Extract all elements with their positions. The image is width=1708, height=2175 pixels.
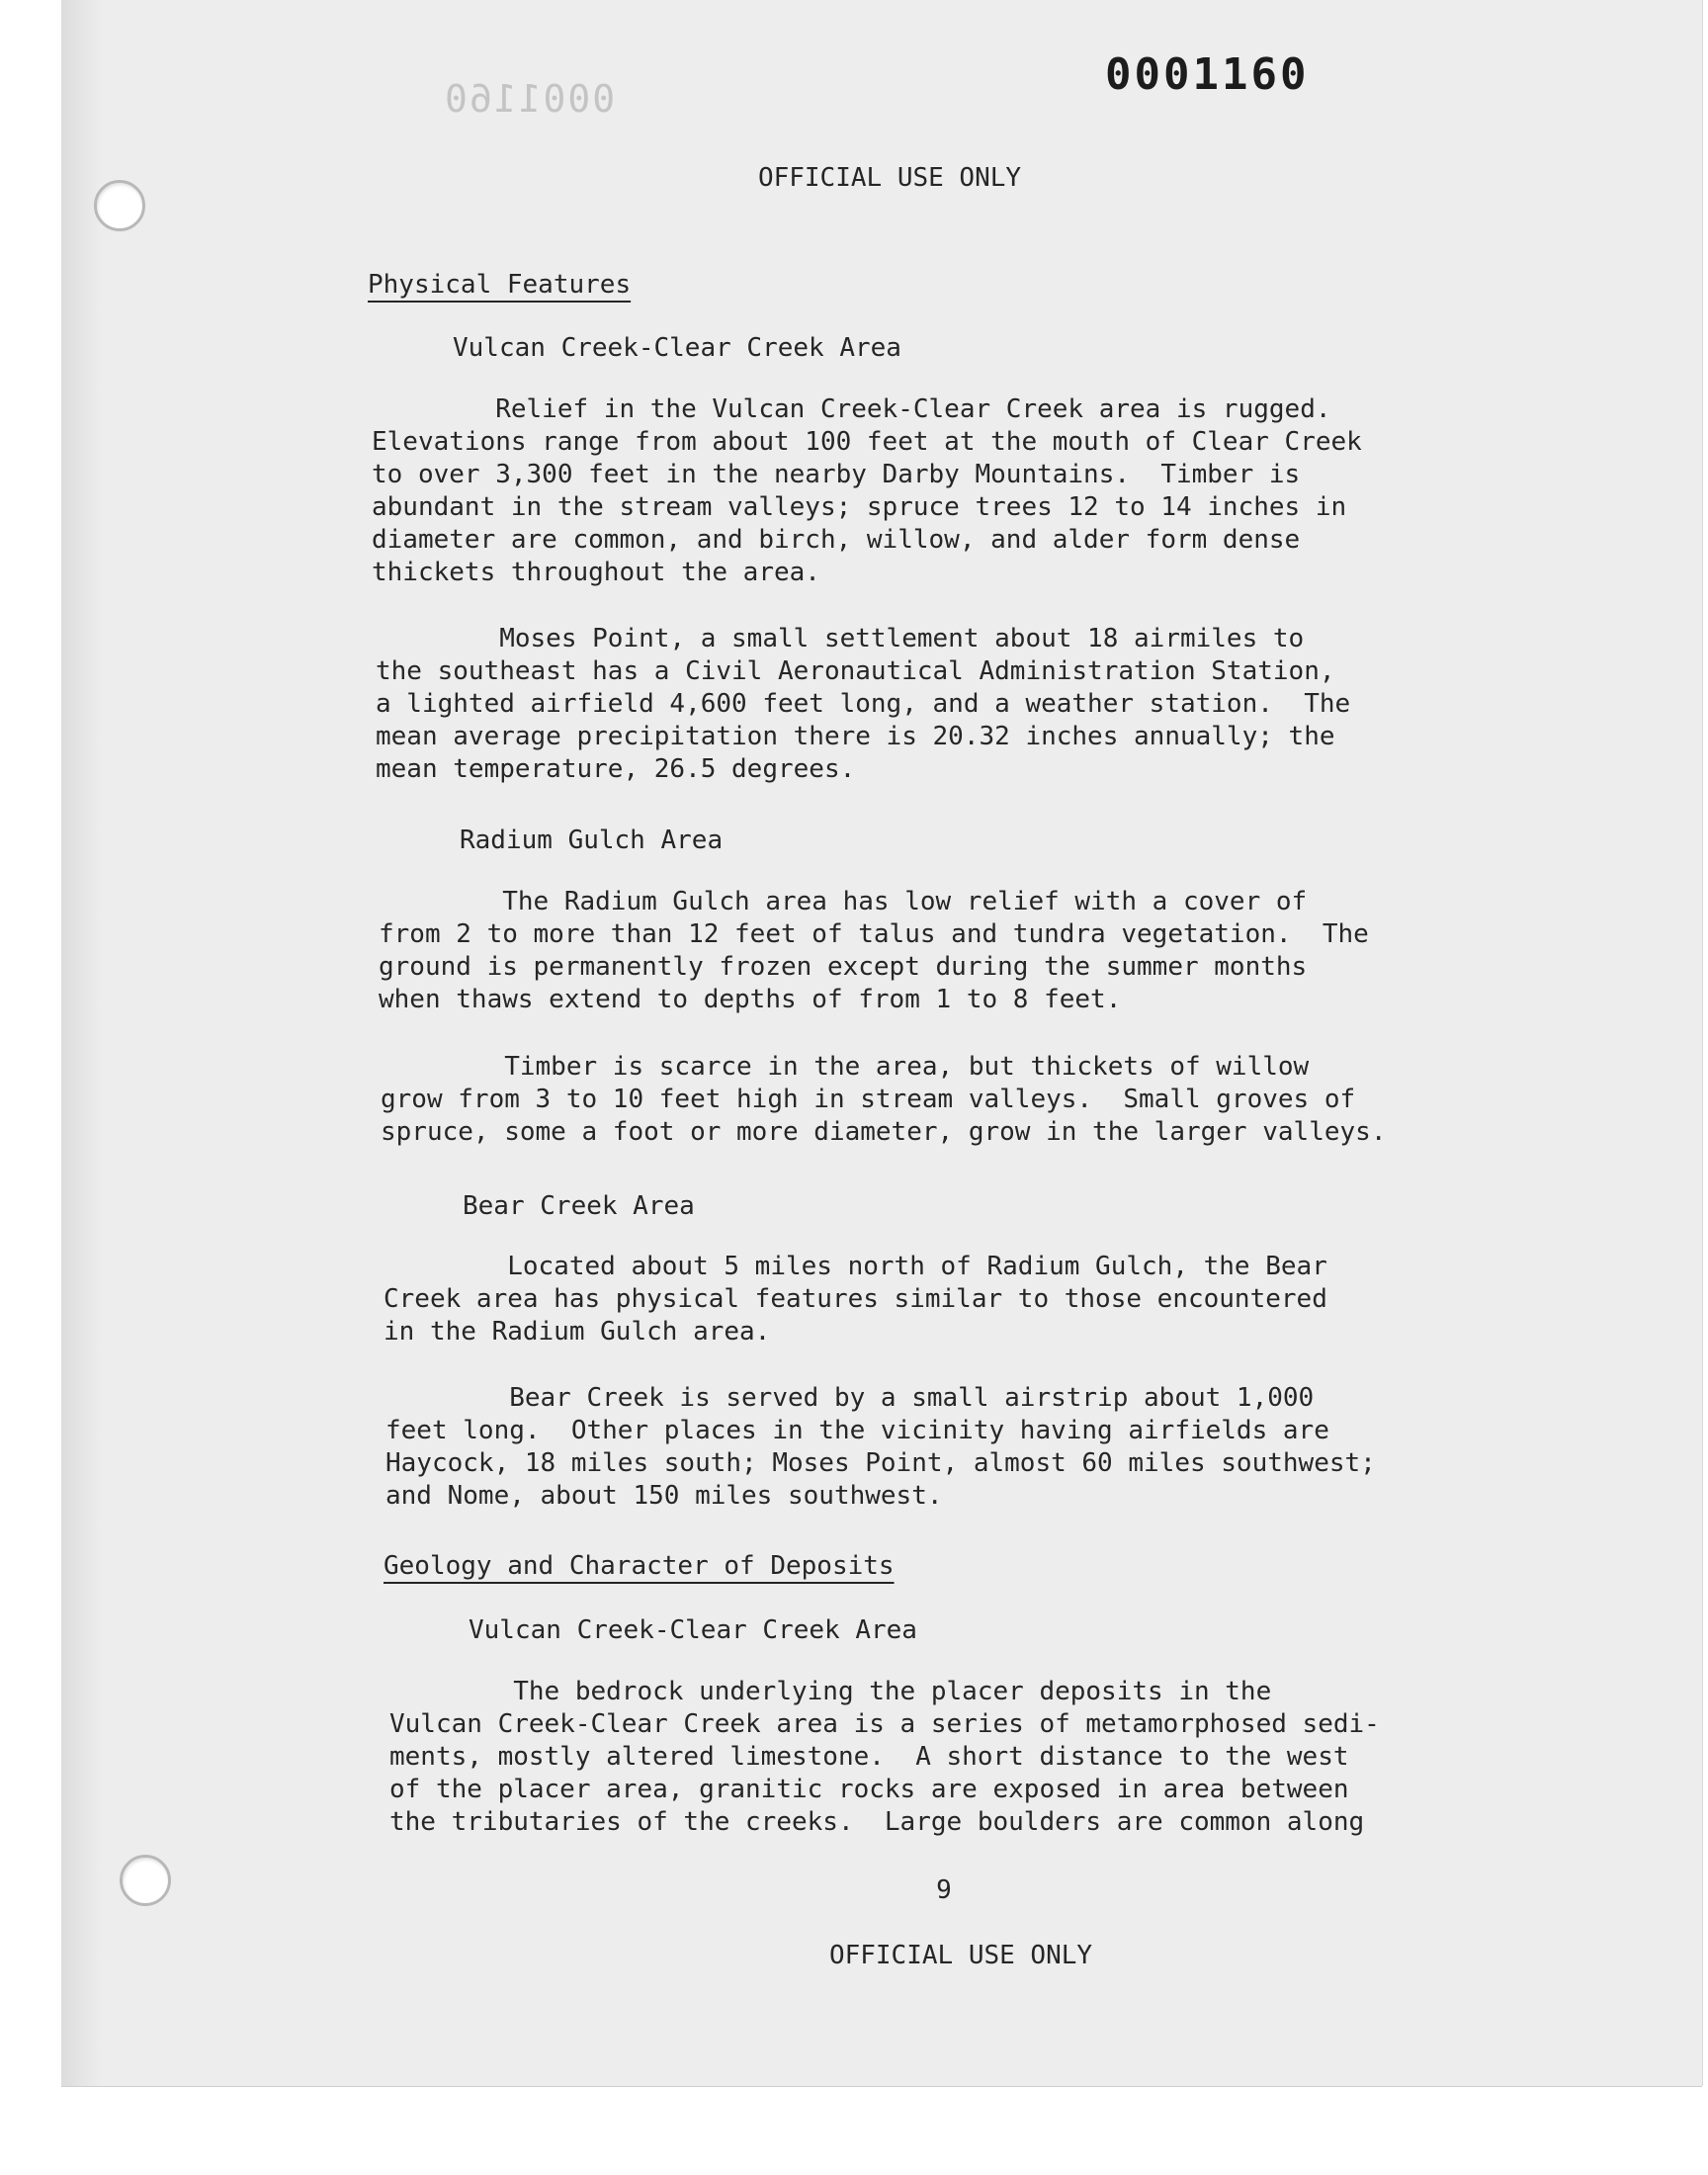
page-number: 9 — [936, 1875, 952, 1905]
section-title-geology: Geology and Character of Deposits — [384, 1551, 895, 1581]
subheading-vulcan-creek: Vulcan Creek-Clear Creek Area — [453, 333, 901, 363]
paragraph-radium-timber: Timber is scarce in the area, but thickets of willow grow from 3 to 10 feet high in stream valleys. Small groves of spruce, some a foot or more diameter, grow in the larger valleys. — [381, 1052, 1387, 1147]
document-number: 0001160 — [1105, 49, 1310, 100]
paragraph-vulcan-relief: Relief in the Vulcan Creek-Clear Creek area is rugged. Elevations range from about 100 feet at the mouth of Clear Creek to over 3,300 feet in the nearby Darby Mountains. Timber is abundant in the stream valleys; spruce trees 12 to 14 inches in diameter are common, and birch, willow, and alder form dense thickets throughout the area. — [372, 394, 1362, 587]
footer-classification: OFFICIAL USE ONLY — [828, 1941, 1093, 1970]
subheading-geology-vulcan-creek: Vulcan Creek-Clear Creek Area — [469, 1615, 917, 1645]
page-edge-shadow — [61, 0, 101, 2086]
header-classification: OFFICIAL USE ONLY — [757, 163, 1022, 193]
paragraph-bear-location: Located about 5 miles north of Radium Gulch, the Bear Creek area has physical features similar to those encountered in the Radium Gulch area. — [384, 1252, 1327, 1347]
section-title-physical-features: Physical Features — [368, 270, 632, 300]
mirrored-document-number: 0001160 — [443, 77, 616, 121]
paragraph-geology-bedrock: The bedrock underlying the placer deposits in the Vulcan Creek-Clear Creek area is a series of metamorphosed sedi- ments, mostly altered limestone. A short distance to the west of the placer area, granitic rocks are exposed in area between the tributaries of the creeks. Large boulders are common along — [389, 1677, 1380, 1837]
subheading-radium-gulch: Radium Gulch Area — [460, 826, 724, 855]
paragraph-moses-point: Moses Point, a small settlement about 18 airmiles to the southeast has a Civil Aeronautical Administration Station, a lighted airfield 4,600 feet long, and a weather station. The mean average precipitation there is 20.32 inches annually; the mean temperature, 26.5 degrees. — [376, 624, 1351, 784]
paragraph-bear-airstrip: Bear Creek is served by a small airstrip about 1,000 feet long. Other places in the vicinity having airfields are Haycock, 18 miles south; Moses Point, almost 60 miles southwest; and Nome, about 150 miles southwest. — [385, 1383, 1376, 1511]
paragraph-radium-relief: The Radium Gulch area has low relief with a cover of from 2 to more than 12 feet of talus and tundra vegetation. The ground is permanently frozen except during the summer months when thaws extend to depths of from 1 to 8 feet. — [379, 887, 1369, 1014]
subheading-bear-creek: Bear Creek Area — [463, 1191, 695, 1221]
